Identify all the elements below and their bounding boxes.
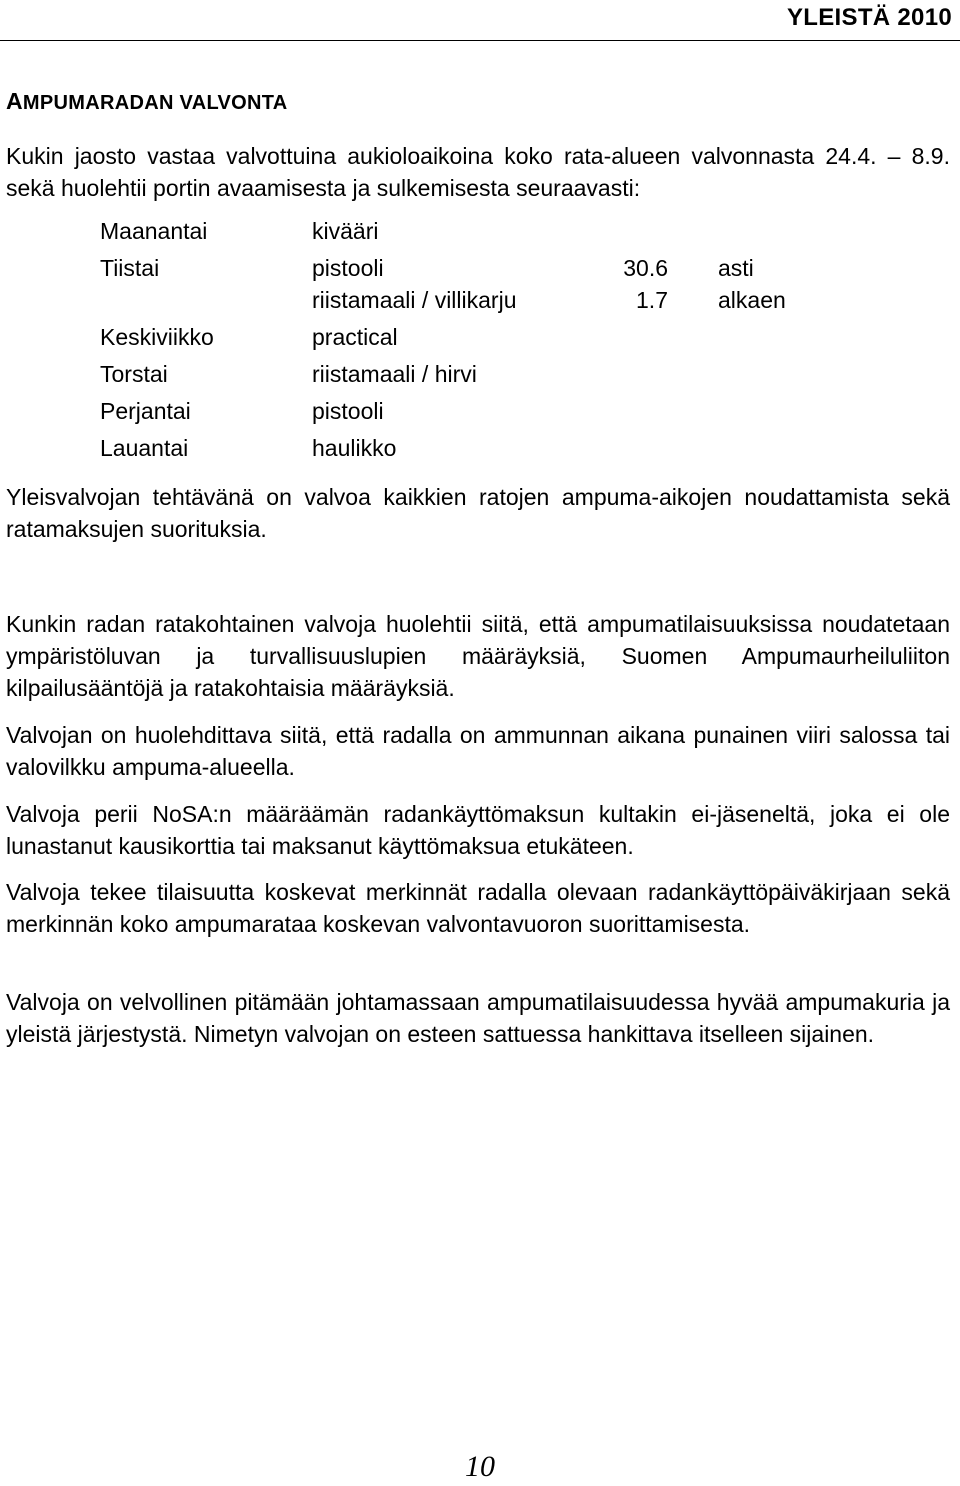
schedule-row <box>100 255 800 287</box>
schedule-day: Perjantai <box>100 398 191 424</box>
schedule-date: 30.6 <box>623 255 668 281</box>
page-number: 10 <box>465 1450 495 1483</box>
schedule-discipline: pistooli <box>312 255 384 281</box>
schedule-day: Tiistai <box>100 255 160 281</box>
schedule-row <box>100 218 800 255</box>
body-paragraph: Valvoja perii NoSA:n määräämän radankäyttömaksun kultakin ei-jäseneltä, joka ei ole lunastanut kausikorttia tai maksanut käyttömaksua etukäteen. <box>6 801 950 859</box>
schedule-discipline: practical <box>312 324 398 350</box>
body-paragraph: Valvoja on velvollinen pitämään johtamassaan ampumatilaisuudessa hyvää ampumakuria ja yleistä järjestystä. Nimetyn valvojan on esteen sattuessa hankittava itselleen sijainen. <box>6 989 950 1047</box>
schedule-day: Maanantai <box>100 218 208 244</box>
schedule-discipline: kivääri <box>312 218 379 244</box>
schedule-discipline: haulikko <box>312 435 397 461</box>
schedule-note: asti <box>718 255 754 281</box>
schedule-day: Keskiviikko <box>100 324 214 350</box>
body-paragraph: Kunkin radan ratakohtainen valvoja huolehtii siitä, että ampumatilaisuuksissa noudatetaan ympäristöluvan ja turvallisuuslupien määräyksiä, Suomen Ampumaurheiluliiton kilpailusääntöjä ja ratakohtaisia määräyksiä. <box>6 611 950 701</box>
schedule-note: alkaen <box>718 287 786 313</box>
schedule-day: Torstai <box>100 361 168 387</box>
intro-paragraph: Kukin jaosto vastaa valvottuina aukioloaikoina koko rata-alueen valvonnasta 24.4. – 8.9. sekä huolehtii portin avaamisesta ja sulkemisesta seuraavasti: <box>6 143 950 201</box>
schedule-row <box>100 287 800 324</box>
header-divider <box>0 40 960 41</box>
schedule-row <box>100 361 800 398</box>
body-paragraph: Valvoja tekee tilaisuutta koskevat merkinnät radalla olevaan radankäyttöpäiväkirjaan sekä merkinnän koko ampumarataa koskevan valvontavuoron suorittamisesta. <box>6 879 950 937</box>
body-paragraph: Valvojan on huolehdittava siitä, että radalla on ammunnan aikana punainen viiri salossa tai valovilkku ampuma-alueella. <box>6 722 950 780</box>
schedule-day: Lauantai <box>100 435 189 461</box>
header-title: YLEISTÄ 2010 <box>786 4 952 31</box>
schedule-table <box>100 218 800 472</box>
schedule-discipline: riistamaali / hirvi <box>312 361 477 387</box>
section-title-rest: MPUMARADAN VALVONTA <box>22 92 288 114</box>
schedule-discipline: pistooli <box>312 398 384 424</box>
schedule-row <box>100 435 800 472</box>
schedule-row <box>100 324 800 361</box>
section-title <box>6 88 288 115</box>
schedule-discipline: riistamaali / villikarju <box>312 287 517 313</box>
section-title-initial: A <box>6 88 23 114</box>
body-paragraph: Yleisvalvojan tehtävänä on valvoa kaikkien ratojen ampuma-aikojen noudattamista sekä ratamaksujen suorituksia. <box>6 484 950 542</box>
schedule-row <box>100 398 800 435</box>
schedule-date: 1.7 <box>636 287 668 313</box>
